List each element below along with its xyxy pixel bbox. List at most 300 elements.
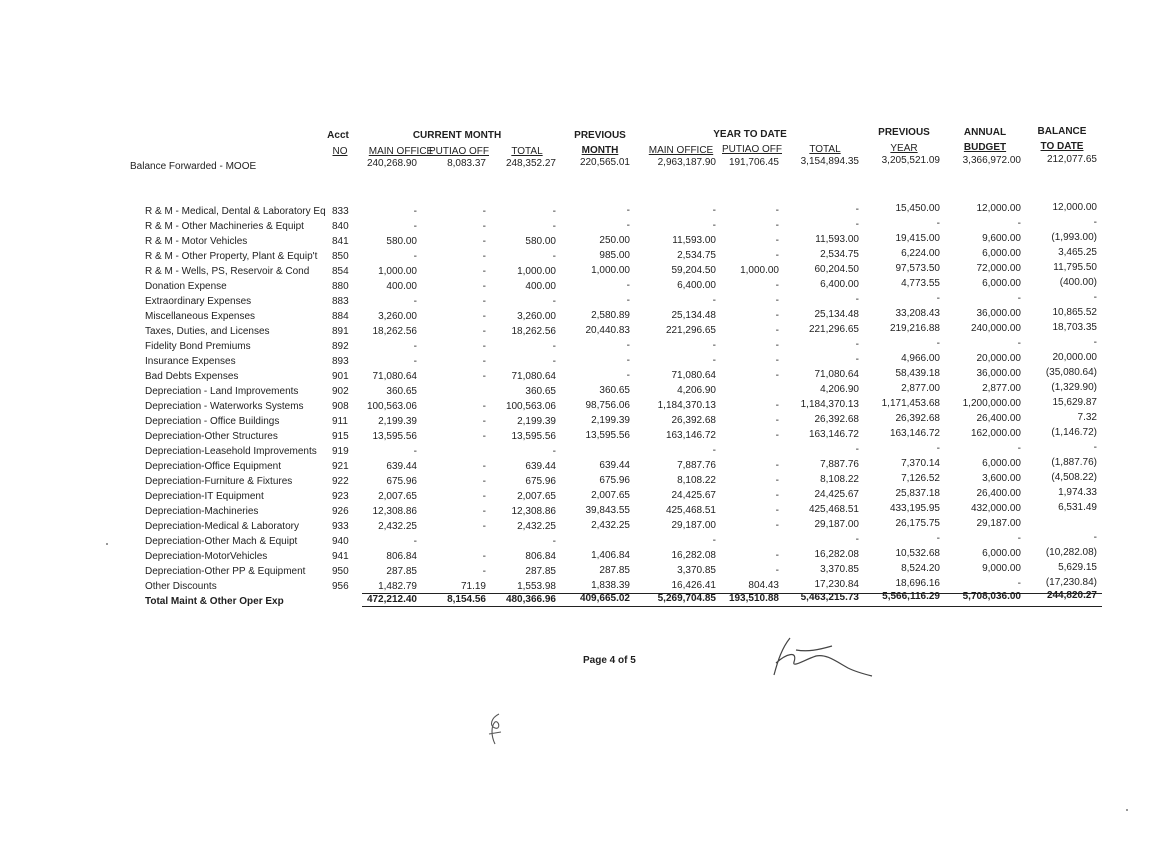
row-acct-no: 902 <box>332 386 349 397</box>
row-value-col-4: - <box>626 220 630 231</box>
row-value-col-1: 806.84 <box>386 551 417 562</box>
total-label: Total Maint & Other Oper Exp <box>145 596 284 607</box>
row-value-col-6: - <box>775 250 779 261</box>
row-value-col-1: 2,199.39 <box>378 416 417 427</box>
row-value-col-3: - <box>552 206 556 217</box>
row-value-col-4: 20,440.83 <box>585 325 630 336</box>
row-value-col-5: 26,392.68 <box>671 415 716 426</box>
row-value-col-6: - <box>775 475 779 486</box>
row-value-col-3: - <box>552 251 556 262</box>
row-acct-no: 880 <box>332 281 349 292</box>
header-putiao-current: PUTIAO OFF <box>429 146 489 157</box>
row-acct-no: 892 <box>332 341 349 352</box>
row-value-col-7: 4,206.90 <box>820 384 859 395</box>
row-value-col-3: 1,553.98 <box>517 581 556 592</box>
row-value-col-9: 240,000.00 <box>970 323 1021 334</box>
row-acct-no: 854 <box>332 266 349 277</box>
row-value-col-6: - <box>775 415 779 426</box>
row-value-col-4: 360.65 <box>599 385 630 396</box>
row-value-col-9: 9,600.00 <box>982 233 1021 244</box>
total-value-col-2: 8,154.56 <box>447 594 486 605</box>
row-value-col-1: 12,308.86 <box>372 506 417 517</box>
header-month: MONTH <box>581 145 619 156</box>
row-acct-no: 919 <box>332 446 349 457</box>
row-value-col-7: 11,593.00 <box>815 234 859 245</box>
row-label: Taxes, Duties, and Licenses <box>145 326 270 337</box>
row-value-col-7: 3,370.85 <box>820 564 859 575</box>
row-value-col-1: 2,432.25 <box>378 521 417 532</box>
row-value-col-7: - <box>855 354 859 365</box>
row-value-col-3: 287.85 <box>525 566 556 577</box>
initial-mark <box>483 710 507 750</box>
row-value-col-6: - <box>775 505 779 516</box>
row-value-col-3: 12,308.86 <box>511 506 556 517</box>
row-value-col-7: 16,282.08 <box>814 549 859 560</box>
row-value-col-4: 639.44 <box>599 460 630 471</box>
row-value-col-6: - <box>775 430 779 441</box>
row-value-col-5: - <box>712 220 716 231</box>
row-value-col-5: 11,593.00 <box>672 235 716 246</box>
row-value-col-2: - <box>482 281 486 292</box>
row-value-col-9: - <box>1017 443 1021 454</box>
row-value-col-4: - <box>626 295 630 306</box>
row-value-col-3: 675.96 <box>525 476 556 487</box>
header-current-month: CURRENT MONTH <box>412 130 502 141</box>
row-value-col-9: 432,000.00 <box>970 503 1021 514</box>
row-value-col-9: 36,000.00 <box>976 308 1021 319</box>
row-value-col-2: - <box>482 296 486 307</box>
balance-forward-value-col-5: 2,963,187.90 <box>657 157 716 168</box>
row-value-col-2: - <box>482 521 486 532</box>
row-value-col-3: 806.84 <box>525 551 556 562</box>
row-value-col-10: (1,887.76) <box>1051 457 1097 468</box>
row-value-col-10: - <box>1093 532 1097 543</box>
row-value-col-10: 10,865.52 <box>1052 307 1097 318</box>
row-label: R & M - Other Machineries & Equipt <box>145 221 304 232</box>
row-value-col-5: 163,146.72 <box>665 430 716 441</box>
row-value-col-2: - <box>482 566 486 577</box>
row-value-col-8: 10,532.68 <box>895 548 940 559</box>
row-acct-no: 933 <box>332 521 349 532</box>
row-label: Insurance Expenses <box>145 356 236 367</box>
row-value-col-7: - <box>855 534 859 545</box>
row-value-col-4: 250.00 <box>599 235 630 246</box>
row-value-col-2: - <box>482 356 486 367</box>
row-label: Depreciation-Machineries <box>145 506 259 517</box>
row-value-col-10: - <box>1093 292 1097 303</box>
row-value-col-5: 8,108.22 <box>677 475 716 486</box>
row-value-col-10: (10,282.08) <box>1045 547 1097 558</box>
row-label: Depreciation-Other Mach & Equipt <box>145 536 298 547</box>
balance-forward-value-col-8: 3,205,521.09 <box>881 155 940 166</box>
row-value-col-1: 400.00 <box>386 281 417 292</box>
row-value-col-9: 26,400.00 <box>976 488 1021 499</box>
row-value-col-7: 1,184,370.13 <box>800 399 859 410</box>
row-value-col-1: - <box>413 296 417 307</box>
row-label: R & M - Wells, PS, Reservoir & Cond <box>145 266 310 277</box>
row-value-col-9: 6,000.00 <box>982 248 1021 259</box>
row-value-col-5: 2,534.75 <box>677 250 716 261</box>
row-value-col-8: 433,195.95 <box>889 503 940 514</box>
row-value-col-10: - <box>1093 337 1097 348</box>
row-acct-no: 926 <box>332 506 349 517</box>
balance-forward-value-col-6: 191,706.45 <box>728 157 779 168</box>
row-value-col-1: - <box>413 206 417 217</box>
row-label: Donation Expense <box>145 281 227 292</box>
row-value-col-1: - <box>413 536 417 547</box>
row-value-col-9: 29,187.00 <box>976 518 1021 529</box>
row-value-col-3: 1,000.00 <box>517 266 556 277</box>
row-value-col-9: - <box>1017 578 1021 589</box>
row-value-col-5: 6,400.00 <box>677 280 716 291</box>
row-value-col-7: - <box>855 204 859 215</box>
row-value-col-10: 12,000.00 <box>1052 202 1097 213</box>
row-value-col-10: 20,000.00 <box>1052 352 1097 363</box>
page-number: Page 4 of 5 <box>583 655 636 666</box>
row-value-col-8: 58,439.18 <box>895 368 940 379</box>
row-acct-no: 908 <box>332 401 349 412</box>
row-value-col-4: 1,838.39 <box>591 580 630 591</box>
row-label: Depreciation-Leasehold Improvements <box>145 446 317 457</box>
row-value-col-5: 24,425.67 <box>671 490 716 501</box>
row-value-col-6: - <box>775 355 779 366</box>
row-value-col-1: - <box>413 251 417 262</box>
row-value-col-6: - <box>775 490 779 501</box>
row-acct-no: 850 <box>332 251 349 262</box>
row-value-col-5: - <box>712 355 716 366</box>
row-value-col-1: - <box>413 341 417 352</box>
total-value-col-1: 472,212.40 <box>366 594 417 605</box>
row-value-col-6: - <box>775 370 779 381</box>
row-value-col-7: - <box>855 294 859 305</box>
row-value-col-6: - <box>775 310 779 321</box>
row-value-col-4: - <box>626 340 630 351</box>
row-acct-no: 923 <box>332 491 349 502</box>
scan-speck <box>106 543 108 545</box>
row-value-col-7: 425,468.51 <box>808 504 859 515</box>
row-value-col-10: 3,465.25 <box>1058 247 1097 258</box>
row-value-col-7: 2,534.75 <box>820 249 859 260</box>
row-value-col-6: - <box>775 520 779 531</box>
row-value-col-7: - <box>855 219 859 230</box>
row-value-col-4: 2,432.25 <box>591 520 630 531</box>
row-value-col-2: - <box>482 371 486 382</box>
row-value-col-2: - <box>482 401 486 412</box>
total-value-col-3: 480,366.96 <box>505 594 556 605</box>
row-value-col-9: 26,400.00 <box>976 413 1021 424</box>
row-value-col-6: - <box>775 460 779 471</box>
row-acct-no: 833 <box>332 206 349 217</box>
row-value-col-5: 59,204.50 <box>671 265 716 276</box>
row-value-col-10: - <box>1093 442 1097 453</box>
row-acct-no: 883 <box>332 296 349 307</box>
row-value-col-9: 12,000.00 <box>976 203 1021 214</box>
row-value-col-8: 6,224.00 <box>901 248 940 259</box>
row-value-col-4: - <box>626 280 630 291</box>
row-value-col-10: (1,329.90) <box>1051 382 1097 393</box>
row-label: Depreciation-Medical & Laboratory <box>145 521 299 532</box>
row-value-col-5: - <box>712 205 716 216</box>
row-value-col-7: 25,134.48 <box>814 309 859 320</box>
row-value-col-7: 221,296.65 <box>808 324 859 335</box>
row-value-col-5: 7,887.76 <box>677 460 716 471</box>
row-value-col-5: 16,426.41 <box>671 580 716 591</box>
row-value-col-6: - <box>775 235 779 246</box>
row-value-col-10: 5,629.15 <box>1058 562 1097 573</box>
row-value-col-4: 13,595.56 <box>585 430 630 441</box>
row-value-col-6: - <box>775 220 779 231</box>
row-value-col-1: - <box>413 221 417 232</box>
row-value-col-6: - <box>775 295 779 306</box>
header-putiao-ytd: PUTIAO OFF <box>722 144 782 155</box>
row-value-col-5: 25,134.48 <box>671 310 716 321</box>
row-value-col-8: 7,126.52 <box>901 473 940 484</box>
row-value-col-8: 19,415.00 <box>895 233 940 244</box>
row-label: Miscellaneous Expenses <box>145 311 256 322</box>
row-value-col-3: 639.44 <box>525 461 556 472</box>
row-value-col-10: 11,795.50 <box>1053 262 1097 273</box>
row-value-col-8: 1,171,453.68 <box>881 398 940 409</box>
row-value-col-3: 360.65 <box>525 386 556 397</box>
row-value-col-7: - <box>855 339 859 350</box>
row-label: Depreciation-MotorVehicles <box>145 551 268 562</box>
row-value-col-1: 100,563.06 <box>366 401 417 412</box>
balance-forward-value-col-2: 8,083.37 <box>447 158 486 169</box>
row-value-col-4: 1,406.84 <box>591 550 630 561</box>
row-value-col-6: - <box>775 400 779 411</box>
row-value-col-5: 425,468.51 <box>665 505 716 516</box>
row-value-col-2: - <box>482 341 486 352</box>
row-value-col-8: 219,216.88 <box>889 323 940 334</box>
row-acct-no: 893 <box>332 356 349 367</box>
row-value-col-10: - <box>1093 217 1097 228</box>
row-acct-no: 901 <box>332 371 349 382</box>
row-label: R & M - Medical, Dental & Laboratory Eq <box>145 206 326 217</box>
row-value-col-4: 675.96 <box>599 475 630 486</box>
row-value-col-1: 580.00 <box>386 236 417 247</box>
header-main-office-current: MAIN OFFICE <box>368 146 434 157</box>
row-value-col-6: - <box>775 565 779 576</box>
row-value-col-7: 29,187.00 <box>814 519 859 530</box>
row-value-col-3: 400.00 <box>525 281 556 292</box>
row-value-col-3: 580.00 <box>525 236 556 247</box>
row-value-col-4: 98,756.06 <box>585 400 630 411</box>
row-value-col-5: 3,370.85 <box>677 565 716 576</box>
row-value-col-3: 100,563.06 <box>505 401 556 412</box>
row-label: Fidelity Bond Premiums <box>145 341 251 352</box>
row-value-col-4: - <box>626 205 630 216</box>
header-total-ytd: TOTAL <box>809 144 841 155</box>
row-value-col-9: 20,000.00 <box>976 353 1021 364</box>
row-value-col-10: (1,146.72) <box>1051 427 1097 438</box>
row-value-col-10: (35,080.64) <box>1045 367 1097 378</box>
row-value-col-10: 18,703.35 <box>1052 322 1097 333</box>
row-value-col-4: 2,199.39 <box>591 415 630 426</box>
row-label: Depreciation-Office Equipment <box>145 461 281 472</box>
row-value-col-9: 162,000.00 <box>970 428 1021 439</box>
row-acct-no: 884 <box>332 311 349 322</box>
row-value-col-5: 71,080.64 <box>671 370 716 381</box>
row-value-col-7: - <box>855 444 859 455</box>
row-value-col-9: 36,000.00 <box>976 368 1021 379</box>
row-label: Bad Debts Expenses <box>145 371 239 382</box>
row-value-col-10: 7.32 <box>1077 412 1097 423</box>
row-value-col-3: 2,199.39 <box>517 416 556 427</box>
row-value-col-2: - <box>482 221 486 232</box>
row-value-col-5: - <box>712 295 716 306</box>
row-label: R & M - Motor Vehicles <box>145 236 248 247</box>
row-value-col-2: - <box>482 266 486 277</box>
row-value-col-5: 1,184,370.13 <box>657 400 716 411</box>
row-acct-no: 922 <box>332 476 349 487</box>
row-value-col-1: 3,260.00 <box>378 311 417 322</box>
row-value-col-4: 287.85 <box>599 565 630 576</box>
row-value-col-5: 221,296.65 <box>665 325 716 336</box>
row-acct-no: 941 <box>332 551 349 562</box>
row-label: Depreciation-Other PP & Equipment <box>145 566 306 577</box>
row-value-col-2: - <box>482 551 486 562</box>
row-value-col-7: 8,108.22 <box>820 474 859 485</box>
total-value-col-8: 5,566,116.29 <box>882 591 940 602</box>
row-value-col-3: 18,262.56 <box>511 326 556 337</box>
header-acct: Acct <box>327 130 349 141</box>
row-value-col-1: 639.44 <box>386 461 417 472</box>
row-value-col-4: 985.00 <box>599 250 630 261</box>
row-label: Depreciation-Other Structures <box>145 431 278 442</box>
row-value-col-7: 6,400.00 <box>820 279 859 290</box>
row-value-col-2: - <box>482 236 486 247</box>
total-value-col-4: 409,665.02 <box>579 593 630 604</box>
row-value-col-8: 7,370.14 <box>901 458 940 469</box>
row-value-col-9: - <box>1017 218 1021 229</box>
header-total-current: TOTAL <box>511 146 543 157</box>
row-value-col-1: 360.65 <box>386 386 417 397</box>
row-value-col-2: - <box>482 491 486 502</box>
header-annual: ANNUAL <box>963 127 1007 138</box>
row-value-col-4: - <box>626 370 630 381</box>
row-value-col-5: - <box>712 340 716 351</box>
total-value-col-10: 244,820.27 <box>1046 590 1097 601</box>
total-value-col-6: 193,510.88 <box>728 593 779 604</box>
row-value-col-6: - <box>775 205 779 216</box>
row-value-col-1: 287.85 <box>386 566 417 577</box>
row-label: Depreciation-IT Equipment <box>145 491 264 502</box>
total-value-col-9: 5,708,036.00 <box>962 591 1021 602</box>
row-value-col-8: 15,450.00 <box>895 203 940 214</box>
row-acct-no: 940 <box>332 536 349 547</box>
row-value-col-3: - <box>552 356 556 367</box>
row-value-col-9: 1,200,000.00 <box>962 398 1021 409</box>
row-value-col-8: 4,773.55 <box>901 278 940 289</box>
row-value-col-3: 3,260.00 <box>517 311 556 322</box>
row-value-col-1: 1,482.79 <box>378 581 417 592</box>
row-value-col-3: - <box>552 296 556 307</box>
row-value-col-5: - <box>712 445 716 456</box>
header-balance: BALANCE <box>1037 126 1087 137</box>
row-value-col-8: 8,524.20 <box>901 563 940 574</box>
row-value-col-4: 39,843.55 <box>585 505 630 516</box>
row-value-col-4: - <box>626 355 630 366</box>
row-value-col-6: - <box>775 340 779 351</box>
balance-forward-value-col-10: 212,077.65 <box>1046 154 1097 165</box>
row-value-col-2: - <box>482 326 486 337</box>
row-label: Depreciation - Land Improvements <box>145 386 299 397</box>
row-value-col-3: - <box>552 536 556 547</box>
balance-forward-value-col-7: 3,154,894.35 <box>800 156 859 167</box>
row-value-col-8: 163,146.72 <box>889 428 940 439</box>
row-value-col-2: - <box>482 476 486 487</box>
row-value-col-9: - <box>1017 533 1021 544</box>
row-acct-no: 891 <box>332 326 349 337</box>
row-label: Other Discounts <box>145 581 217 592</box>
row-value-col-2: - <box>482 461 486 472</box>
balance-forward-value-col-1: 240,268.90 <box>366 158 417 169</box>
row-value-col-7: 60,204.50 <box>814 264 859 275</box>
row-value-col-5: - <box>712 535 716 546</box>
row-value-col-9: 3,600.00 <box>982 473 1021 484</box>
row-value-col-10: 6,531.49 <box>1058 502 1097 513</box>
row-value-col-9: 72,000.00 <box>976 263 1021 274</box>
row-value-col-9: 6,000.00 <box>982 548 1021 559</box>
row-value-col-2: - <box>482 251 486 262</box>
row-value-col-10: (1,993.00) <box>1051 232 1097 243</box>
row-value-col-9: 6,000.00 <box>982 458 1021 469</box>
row-value-col-1: - <box>413 446 417 457</box>
row-value-col-8: - <box>936 293 940 304</box>
row-label: Depreciation-Furniture & Fixtures <box>145 476 293 487</box>
header-budget: BUDGET <box>963 142 1007 153</box>
total-value-col-7: 5,463,215.73 <box>800 592 859 603</box>
row-value-col-8: 4,966.00 <box>901 353 940 364</box>
row-value-col-4: 2,580.89 <box>591 310 630 321</box>
row-value-col-8: 33,208.43 <box>895 308 940 319</box>
row-value-col-3: - <box>552 446 556 457</box>
row-value-col-10: (400.00) <box>1059 277 1097 288</box>
row-value-col-8: - <box>936 338 940 349</box>
row-acct-no: 956 <box>332 581 349 592</box>
row-value-col-1: 675.96 <box>386 476 417 487</box>
row-value-col-4: 2,007.65 <box>591 490 630 501</box>
header-year-to-date: YEAR TO DATE <box>713 129 787 140</box>
row-value-col-2: - <box>482 416 486 427</box>
row-value-col-6: 804.43 <box>748 580 779 591</box>
row-value-col-8: - <box>936 443 940 454</box>
total-value-col-5: 5,269,704.85 <box>657 593 716 604</box>
row-value-col-7: 17,230.84 <box>814 579 859 590</box>
row-acct-no: 921 <box>332 461 349 472</box>
row-value-col-9: 6,000.00 <box>982 278 1021 289</box>
header-no: NO <box>332 146 348 157</box>
header-main-office-ytd: MAIN OFFICE <box>648 145 714 156</box>
row-value-col-8: 18,696.16 <box>895 578 940 589</box>
row-value-col-6: - <box>775 550 779 561</box>
signature-mark <box>768 630 878 680</box>
row-value-col-9: - <box>1017 293 1021 304</box>
row-value-col-5: 16,282.08 <box>671 550 716 561</box>
row-value-col-2: - <box>482 431 486 442</box>
row-value-col-1: - <box>413 356 417 367</box>
row-acct-no: 841 <box>332 236 349 247</box>
header-previous-year: PREVIOUS <box>878 127 930 138</box>
row-value-col-2: - <box>482 206 486 217</box>
row-label: Depreciation - Office Buildings <box>145 416 280 427</box>
balance-forward-value-col-4: 220,565.01 <box>579 157 630 168</box>
row-value-col-3: 2,007.65 <box>517 491 556 502</box>
row-value-col-10: (17,230.84) <box>1045 577 1097 588</box>
row-value-col-3: 2,432.25 <box>517 521 556 532</box>
row-value-col-2: 71.19 <box>460 581 486 592</box>
row-value-col-8: - <box>936 218 940 229</box>
